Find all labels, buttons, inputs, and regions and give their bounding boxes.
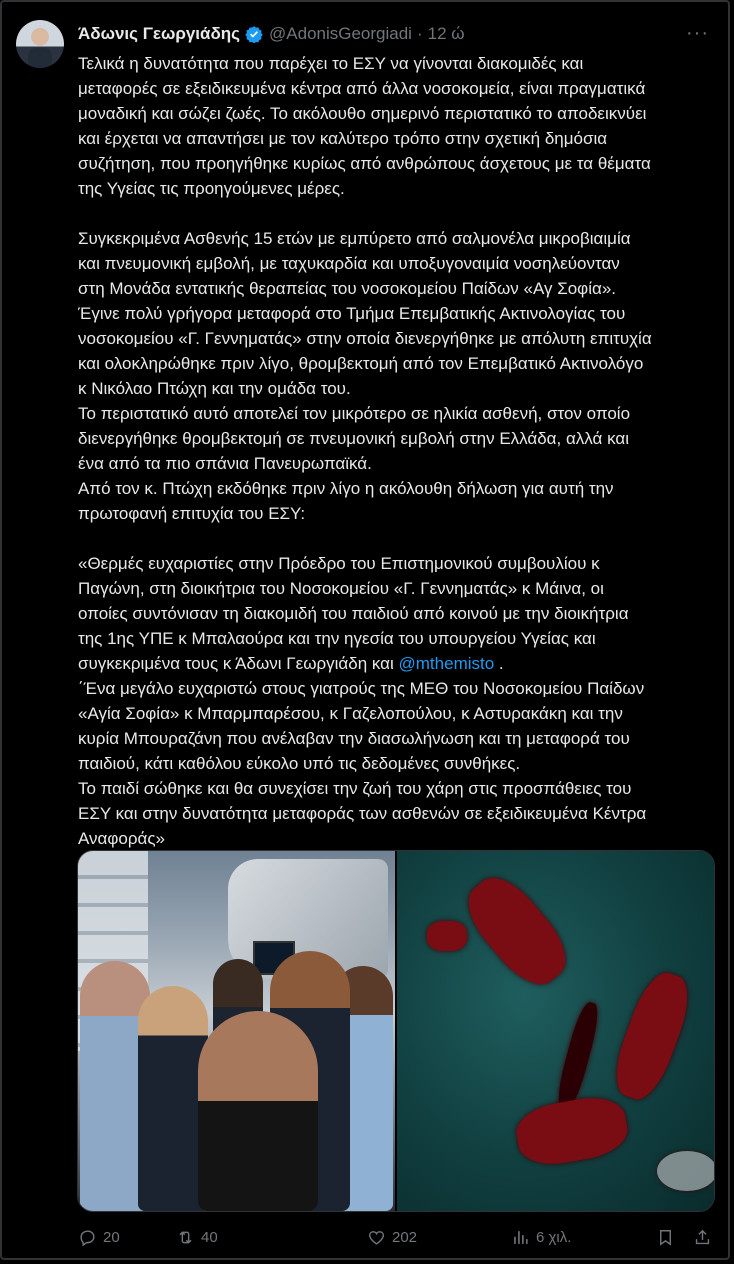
text-line: κ Νικόλαο Πτώχη και την ομάδα του. [78,379,351,398]
author-handle[interactable]: @AdonisGeorgiadi [269,24,412,43]
text-line: «Αγία Σοφία» κ Μπαρμπαρέσου, κ Γαζελοπούλου, κ Αστυρακάκη και την [78,704,623,723]
repost-icon [176,1228,195,1247]
like-button[interactable] [367,1226,417,1248]
repost-button[interactable] [176,1226,218,1248]
text-line: νοσοκομείου «Γ. Γεννηματάς» στην οποία διενεργήθηκε με απόλυτη επιτυχία [78,329,652,348]
heart-icon [367,1228,386,1247]
text-line: Από τον κ. Πτώχη εκδόθηκε πριν λίγο η ακόλουθη δήλωση για αυτή την [78,479,614,498]
reply-count: 20 [103,1228,120,1246]
team-selfie-photo[interactable] [78,851,395,1211]
tweet-text [78,51,718,851]
text-line: της Υγείας τις προηγούμενες μέρες. [78,179,345,198]
text-line: Τελικά η δυνατότητα που παρέχει το ΕΣΥ να γίνονται διακομιδές και [78,54,584,73]
thrombus-photo[interactable] [397,851,714,1211]
text-line: ΄Ένα μεγάλο ευχαριστώ στους γιατρούς της ΜΕΘ του Νοσοκομείου Παίδων [78,679,645,698]
text-line: Συγκεκριμένα Ασθενής 15 ετών με εμπύρετο από σαλμονέλα μικροβιαιμία [78,229,631,248]
text-line: στη Μονάδα εντατικής θεραπείας του νοσοκομείου Παίδων «Αγ Σοφία». [78,279,616,298]
text-line: παιδιού, κάτι καθόλου εύκολο υπό τις δεδομένες συνθήκες. [78,754,521,773]
media-grid [77,850,715,1212]
mention-link[interactable]: @mthemisto [398,654,495,673]
views-chart-icon [511,1228,530,1247]
share-icon [693,1228,712,1247]
bookmark-button[interactable] [656,1226,681,1248]
text-line: και ολοκληρώθηκε πριν λίγο, θρομβεκτομή από τον Επεμβατικό Ακτινολόγο [78,354,644,373]
repost-count: 40 [201,1228,218,1246]
text-line: ένα από τα πιο σπάνια Πανευρωπαϊκά. [78,454,372,473]
text-line: Παγώνη, στη διοικήτρια του Νοσοκομείου «Γ. Γεννηματάς» κ Μάινα, οι [78,579,604,598]
text-line: της 1ης ΥΠΕ κ Μπαλαούρα και την ηγεσία του υπουργείου Υγείας και [78,629,596,648]
like-count: 202 [392,1228,418,1246]
paragraph-2 [78,226,718,526]
verified-badge-icon [245,25,263,43]
text-line: Αναφοράς» [78,829,165,848]
views-button[interactable] [511,1226,571,1248]
text-line: κυρία Μπουραζάνη που ανέλαβαν την διασωλήνωση και τη μεταφορά του [78,729,630,748]
mention-line: συγκεκριμένα τους κ Άδωνι Γεωργιάδη και @mthemisto . [78,654,504,673]
paragraph-1 [78,51,718,201]
text-line: πρωτοφανή επιτυχία του ΕΣΥ: [78,504,306,523]
text-line: συζήτηση, που προηγήθηκε κυρίως από ανθρώπους άσχετους με τα θέματα [78,154,651,173]
tweet-header [78,22,465,46]
action-bar [78,1226,718,1248]
bookmark-icon [656,1228,675,1247]
separator-dot: · [416,24,423,43]
text-line: διενεργήθηκε θρομβεκτομή σε πνευμονική εμβολή στην Ελλάδα, αλλά και [78,429,629,448]
text-line: Το παιδί σώθηκε και θα συνεχίσει την ζωή του χάρη στις προσπάθειες του [78,779,632,798]
text-line: οποίες συντόνισαν τη διακομιδή του παιδιού από κοινού με την διοικήτρια [78,604,629,623]
reply-button[interactable] [78,1226,120,1248]
timestamp[interactable]: 12 ώ [427,24,465,43]
text-line: μεταφορές σε εξειδικευμένα κέντρα από άλλα νοσοκομεία, είναι πραγματικά [78,79,646,98]
share-button[interactable] [693,1226,718,1248]
text-line: Έγινε πολύ γρήγορα μεταφορά στο Τμήμα Επεμβατικής Ακτινολογίας του [78,304,626,323]
text-line: «Θερμές ευχαριστίες στην Πρόεδρο του Επιστημονικού συμβουλίου κ [78,554,600,573]
author-name[interactable]: Άδωνις Γεωργιάδης [78,24,241,43]
reply-icon [78,1228,97,1247]
view-count: 6 χιλ. [536,1228,572,1246]
paragraph-3 [78,551,718,651]
text-line: και έρχεται να απαντήσει με τον καλύτερο τρόπο στην σχετική δημόσια [78,129,608,148]
avatar[interactable] [16,20,64,68]
text-line: Το περιστατικό αυτό αποτελεί τον μικρότερο σε ηλικία ασθενή, στον οποίο [78,404,631,423]
more-icon[interactable]: ··· [686,22,709,44]
paragraph-3-continued [78,676,718,851]
text-line: μοναδική και σώζει ζωές. Το ακόλουθο σημερινό περιστατικό το αποδεικνύει [78,104,647,123]
text-line: και πνευμονική εμβολή, με ταχυκαρδία και υποξυγοναιμία νοσηλεύονταν [78,254,620,273]
text-line: ΕΣΥ και στην δυνατότητα μεταφοράς των ασθενών σε εξειδικευμένα Κέντρα [78,804,647,823]
